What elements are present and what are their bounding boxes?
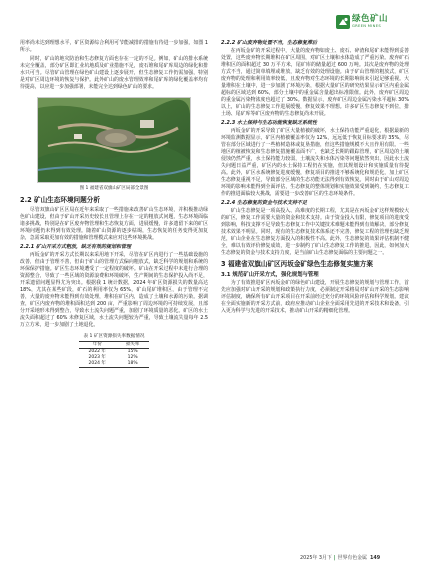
table-header: 损失率 xyxy=(116,342,150,349)
table-cell: 15% xyxy=(127,349,138,354)
paragraph: 丙坂金矿的开采方式长期以来采用地下开采，尽管在矿区内进行了一些基础设施的改善，但由于管理不善，但由于矿山的管理方式偏向粗放式，缺乏科学的规划和系统的环保保护措施。矿区生态环境遭受了一定程度的破坏。矿山在开采过程中未进行合理的资源整合，导致了一些区域的资源浪费和环境破坏，生产期间的生态保护投入尚不足，开采遗留问题显得尤为突出。根据我 1 统计数据，2024 年矿区资源损失的数量高达 18%，尤其在某些矿段，矿石的利用率仅为 65%，矿山尾矿堆积区，由于管理不完善，大量的废弃物未能得到有效处理，堆积在矿区内，造成了土壤和水源的污染。据调查，矿区内废弃物的堆积面积达到 200 亩，严重影响了周边环境的可持续发展，且部分开采地形未得到整合，导致水土流失问题严重，加剧了环境质量的恶化。矿区的水土流失面积超过了 60% 未修复区域，水土流失问题较为严重，导致土壤流失量每年 2.5 万立方米，进一步加剧了土地退化。 xyxy=(20,252,208,328)
table-header: 年份 xyxy=(79,342,116,349)
table-cell: 2023 年 xyxy=(88,355,106,360)
paragraph: 为了有效推进矿区丙坂金矿的绿色矿山建设，开展生态修复的规划与管理工作，首先应加强对矿山开采的规划和政策执行力度，必须制定开采格局对矿山开采的生态影响评估制度，确保所有矿山开采项目在开采前经过充分的环境风险评估和科学规划。建议在全面实施新的开采方式前，政府应推动矿山企业全面采用先进的开采技术和设备，引入更为科学与先进的开采技术，推动矿山开采的精细化管理。 xyxy=(221,280,409,314)
right-column xyxy=(221,40,409,317)
subsection-heading: 2.2.1 矿山开采方式粗放，缺乏有效的规划和管理 xyxy=(20,244,131,250)
aerial-photo xyxy=(37,97,191,183)
green-mine-logo-icon xyxy=(336,15,350,29)
paragraph: 丙坂金矿的开采导致了矿区大量植被的破坏，水土保持功能严重退化，根据最新的环境监测数据显示，矿区内植被覆盖率仅为 12%，远远低于恢复目标要求的 35%，尽管在部分区域进行了一些植树造林或复垦措施，但这些措施规模不大且作用有限。一些地区的植被恢复和生态修复措施覆盖面不广，也缺乏长期的跟踪管理，矿区周边的土壤侵蚀仍然严重，水土保持能力较弱，土壤流失和水体污染等问题依然突出，因此水土流失问题日益严重，矿区内的水土保持工程仍在实施，但其规划设计和实施质量有待提高。此外，矿区水系统修复进度缓慢，修复项目的推进不够系统化和规范化，加上矿区生态修复重视不足，导致部分区域的生态功能无法得到有效恢复。同时由于矿山对周边环境的影响未能得到全面评估，生态修复的整体规划和实施效果受到制约，生态修复工作的推进面临较大挑战，需要进一步改善矿区的生态环境条件。 xyxy=(221,128,409,197)
separator-icon: | xyxy=(333,555,336,561)
paragraph: 矿山生态修复是一项高投入、高难度的长期工程，尤其是在丙坂金矿这样规模较大的矿区，修复工作需要大量的资金和技术支持。由于资金投入有限，修复项目的进度受到影响，科技支撑不足导致生态修复工作中关键技术难题未能得到有效解决，部分修复技术效果不明显。同时，现有的生态修复技术体系还不完善，修复工程的管理也缺乏规范，矿山企业在生态修复方面投入的积极性不高。此外，生态修复的效果评估机制不健全，难以有效评价修复成效，进一步制约了矿山生态修复工作的推进。因此，如何加大生态修复的资金与技术支持力度，是当前矿山生态修复面临的主要问题之一。 xyxy=(221,208,409,256)
section-heading: 2.2 矿山生态环境问题分析 xyxy=(20,196,100,204)
table-cell: 18% xyxy=(116,361,150,368)
paragraph: 用率尚未达到理想水平，矿区资源综合利用可节能减排的措施有待进一步加强，如图 1 所示。 xyxy=(20,40,208,53)
table-caption: 表 1 矿区资源损失率数据情况 xyxy=(83,334,145,339)
figure-1 xyxy=(20,97,208,192)
table-cell: 2022 年 xyxy=(88,349,106,354)
logo-name-en: GREEN MINES xyxy=(352,24,382,28)
paragraph: 在丙坂金矿的开采过程中，大量的废弃物如废土、废石、碎渣和尾矿未能得到妥善处置，这些废弃物长期堆积在矿区周围，对矿区土壤和水体造成了严重污染。废弃矿石堆积区的面积超过 30 万平方米，尾矿库的储量超过 600 万吨。其次是废弃物的处理方式不当，通过简单填埋或堆放，缺乏有效的处理设施。由于矿山管理的粗放式，矿区废弃物的处理和利用效率较低，且废弃物对生态环境的长期影响尚未引起足够重视。大量堆积在土壤中，进一步加剧了环境污染，根据大量矿区的研究结果显示矿区内重金属超标的区域达到 60%，部分土壤中的重金属含量超出标准限值。此外，废弃矿区周边的重金属污染物浓度也超过了 30%。数据显示，废弃矿区周边金属污染水平超标 30% 以上，矿山的生态修复工作进展缓慢，修复效果不理想。许多矿区生态修复不到位，排土场、尾矿库等矿区废弃物的生态修复尚未开展。 xyxy=(221,48,409,117)
page-number: 149 xyxy=(369,555,381,561)
table-cell: 12% xyxy=(127,355,138,360)
subsection-heading: 2.2.2 矿山废弃物处置不当，生态修复滞后 xyxy=(221,40,317,46)
subsection-heading: 3.1 规范矿山开采方式，强化规划与管理 xyxy=(221,272,319,278)
issue-date: 2025年 3月下 xyxy=(300,555,332,561)
table-cell: 2024 年 xyxy=(79,361,116,368)
subsection-heading: 2.2.4 生态修复的资金与技术支持不足 xyxy=(221,200,307,206)
page-footer xyxy=(300,555,380,562)
journal-logo xyxy=(336,14,420,32)
journal-name: 世界有色金属 xyxy=(337,555,367,561)
aerial-landscape-image xyxy=(38,98,190,182)
subsection-heading: 2.2.3 水土保持与生态功能恢复缺乏系统性 xyxy=(221,120,317,126)
table-row xyxy=(79,361,150,368)
logo-name-cn: 绿色矿山 xyxy=(352,14,389,24)
figure-caption: 图 1 福建省双旗山矿区局部全景图 xyxy=(79,186,149,191)
section-heading: 3 福建省双旗山矿区丙坂金矿绿色生态修复实施方案 xyxy=(221,260,373,268)
paragraph: 同时，矿山的地灾防治和生态修复方面也存在一定的不足。例如，矿山的排水系统未完全覆盖，部分矿区即汇业坑地质及矿业措施不足，废石堆和尾矿库周边的绿化和排水只可当。尽管矿山管理在绿色矿山建设上逐步展开，但生态修复工作仍需加强，特别是对矿区周边环境的恢复与保护。此外矿山的废水管理效率和尾矿库的绿化覆盖率均有待提高，以应进一步加强部署，未能完全达到绿色矿山的要求。 xyxy=(20,56,208,90)
resource-loss-table xyxy=(79,341,150,368)
paragraph: 尽管双旗山矿区区局在近年来采取了一些措施来改善矿山生态环境，并积极推动绿色矿山建设，但由于矿山开采历史较长且管理上存在一定的粗放式问题，生态环境面临诸多挑战，特别是在矿区废弃物管理和生态恢复方面，进展缓慢，许多遗留下来的矿区环境问题仍未得到有效处理。随着矿山资源的逐步枯竭，生态恢复的任务变得更加复杂，急需采取更加有效的措施和管理模式来应对这些环境挑战。 xyxy=(20,207,208,241)
left-column xyxy=(20,40,208,368)
